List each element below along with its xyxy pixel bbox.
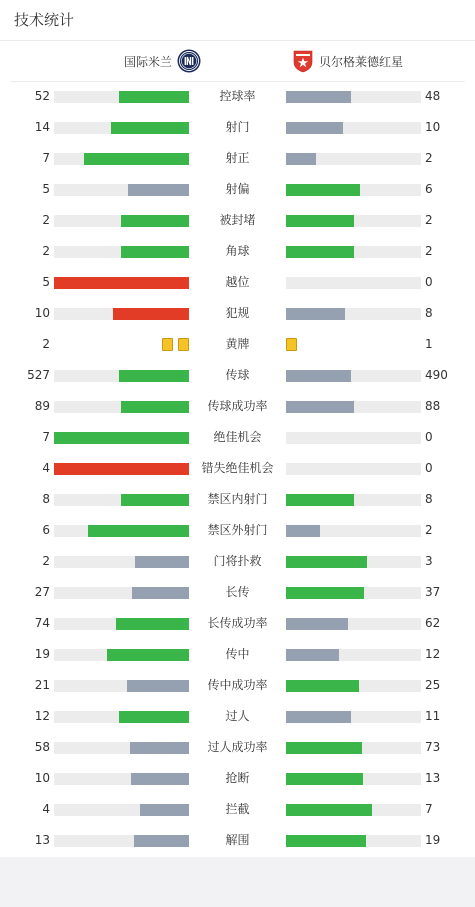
home-stat-track	[54, 835, 189, 847]
home-stat-bar	[119, 91, 189, 103]
home-stat-bar	[140, 804, 189, 816]
home-stat-value: 19	[34, 647, 50, 661]
away-stat-track	[286, 432, 421, 444]
yellow-card-icon	[286, 338, 297, 351]
stat-row	[0, 236, 475, 267]
away-stat-value: 48	[425, 89, 441, 103]
home-stat-track	[54, 432, 189, 444]
away-yellow-cards	[286, 338, 297, 351]
home-stat-value: 21	[34, 678, 50, 692]
stat-row	[0, 112, 475, 143]
away-stat-track	[286, 184, 421, 196]
away-team[interactable]	[293, 49, 403, 73]
home-stat-bar	[113, 308, 189, 320]
page-title: 技术统计	[14, 11, 75, 29]
home-stat-value: 6	[42, 523, 50, 537]
stat-row	[0, 143, 475, 174]
home-yellow-cards	[162, 338, 189, 351]
away-stat-value: 19	[425, 833, 441, 847]
away-stat-value: 88	[425, 399, 441, 413]
home-stat-value: 4	[42, 461, 50, 475]
home-stat-track	[54, 401, 189, 413]
home-stat-track	[54, 680, 189, 692]
home-stat-track	[54, 277, 189, 289]
stat-row	[0, 515, 475, 546]
home-stat-bar	[119, 370, 189, 382]
home-stat-bar	[107, 649, 189, 661]
stat-row	[0, 81, 475, 112]
away-stat-bar	[286, 773, 363, 785]
home-team-name: 国际米兰	[123, 54, 172, 69]
home-stat-track	[54, 556, 189, 568]
stat-row	[0, 825, 475, 856]
inter-milan-crest-icon	[177, 49, 201, 73]
stat-row	[0, 763, 475, 794]
home-stat-value: 10	[34, 306, 50, 320]
stat-row	[0, 484, 475, 515]
stat-label: 传球	[225, 368, 250, 382]
away-stat-bar	[286, 184, 360, 196]
stat-label: 长传成功率	[207, 616, 268, 630]
stat-label: 门将扑救	[213, 554, 262, 568]
home-stat-track	[54, 153, 189, 165]
away-stat-bar	[286, 525, 320, 537]
stat-label: 抢断	[225, 771, 250, 785]
home-stat-value: 74	[34, 616, 50, 630]
away-stat-track	[286, 680, 421, 692]
away-stat-track	[286, 649, 421, 661]
stat-label: 射正	[225, 151, 250, 165]
home-stat-track	[54, 804, 189, 816]
away-stat-track	[286, 277, 421, 289]
home-stat-track	[54, 91, 189, 103]
home-stat-value: 27	[34, 585, 50, 599]
home-stat-value: 7	[42, 151, 50, 165]
away-stat-track	[286, 91, 421, 103]
away-stat-track	[286, 246, 421, 258]
home-stat-track	[54, 618, 189, 630]
stat-label: 禁区内射门	[207, 492, 268, 506]
home-stat-track	[54, 773, 189, 785]
stat-row	[0, 453, 475, 484]
home-stat-bar	[121, 401, 189, 413]
away-stat-track	[286, 463, 421, 475]
stat-label: 拦截	[225, 802, 250, 816]
away-stat-track	[286, 804, 421, 816]
away-stat-bar	[286, 308, 345, 320]
home-stat-bar	[131, 773, 189, 785]
home-stat-value: 5	[42, 275, 50, 289]
stat-row	[0, 174, 475, 205]
home-stat-track	[54, 246, 189, 258]
home-stat-bar	[128, 184, 189, 196]
away-stat-track	[286, 742, 421, 754]
stat-label: 传中成功率	[207, 678, 268, 692]
home-stat-track	[54, 649, 189, 661]
stat-row	[0, 701, 475, 732]
home-stat-value: 13	[34, 833, 50, 847]
stat-label: 长传	[225, 585, 250, 599]
stat-row	[0, 577, 475, 608]
away-stat-track	[286, 401, 421, 413]
home-stat-track	[54, 587, 189, 599]
away-stat-value: 0	[425, 461, 433, 475]
home-stat-bar	[54, 432, 189, 444]
stat-row	[0, 360, 475, 391]
home-stat-bar	[84, 153, 189, 165]
away-stat-track	[286, 835, 421, 847]
home-stat-track	[54, 215, 189, 227]
home-stat-bar	[121, 215, 189, 227]
yellow-card-icon	[178, 338, 189, 351]
teams-header	[10, 41, 465, 82]
away-stat-bar	[286, 680, 359, 692]
away-stat-track	[286, 215, 421, 227]
away-stat-value: 0	[425, 430, 433, 444]
red-star-belgrade-crest-icon	[293, 49, 313, 73]
stat-row	[0, 546, 475, 577]
home-stat-value: 2	[42, 337, 50, 351]
home-stat-track	[54, 711, 189, 723]
away-stat-bar	[286, 215, 354, 227]
home-stat-value: 2	[42, 554, 50, 568]
home-stat-bar	[54, 277, 189, 289]
away-stat-value: 10	[425, 120, 441, 134]
stat-row	[0, 608, 475, 639]
away-stat-track	[286, 308, 421, 320]
home-stat-track	[54, 494, 189, 506]
away-stat-value: 62	[425, 616, 441, 630]
home-stat-bar	[135, 556, 189, 568]
home-stat-value: 8	[42, 492, 50, 506]
stat-row	[0, 670, 475, 701]
home-stat-track	[54, 184, 189, 196]
away-stat-bar	[286, 835, 366, 847]
home-stat-track	[54, 742, 189, 754]
away-stat-track	[286, 525, 421, 537]
away-stat-value: 0	[425, 275, 433, 289]
away-stat-bar	[286, 556, 367, 568]
away-stat-bar	[286, 122, 343, 134]
home-stat-value: 10	[34, 771, 50, 785]
home-stat-bar	[116, 618, 189, 630]
home-stat-track	[54, 370, 189, 382]
stat-row	[0, 329, 475, 360]
stat-row	[0, 267, 475, 298]
home-stat-bar	[130, 742, 189, 754]
home-team[interactable]	[124, 49, 201, 73]
home-stat-bar	[127, 680, 189, 692]
away-stat-value: 7	[425, 802, 433, 816]
away-stat-track	[286, 494, 421, 506]
stat-label: 过人成功率	[207, 740, 268, 754]
away-stat-bar	[286, 246, 354, 258]
home-stat-value: 58	[34, 740, 50, 754]
away-stat-bar	[286, 587, 364, 599]
stat-row	[0, 422, 475, 453]
stat-label: 绝佳机会	[213, 430, 262, 444]
stat-label: 传球成功率	[207, 399, 268, 413]
away-stat-value: 3	[425, 554, 433, 568]
away-stat-value: 12	[425, 647, 441, 661]
away-stat-bar	[286, 711, 351, 723]
home-stat-track	[54, 122, 189, 134]
home-stat-value: 12	[34, 709, 50, 723]
home-stat-bar	[111, 122, 189, 134]
home-stat-track	[54, 308, 189, 320]
away-stat-value: 11	[425, 709, 441, 723]
away-stat-track	[286, 370, 421, 382]
away-stat-track	[286, 556, 421, 568]
stat-label: 角球	[225, 244, 250, 258]
home-stat-value: 14	[34, 120, 50, 134]
home-stat-bar	[132, 587, 189, 599]
away-stat-bar	[286, 91, 351, 103]
away-stat-value: 2	[425, 523, 433, 537]
away-stat-bar	[286, 804, 372, 816]
away-stat-value: 6	[425, 182, 433, 196]
away-stat-value: 25	[425, 678, 441, 692]
away-stat-track	[286, 711, 421, 723]
stat-label: 射偏	[225, 182, 250, 196]
stat-row	[0, 205, 475, 236]
home-stat-value: 2	[42, 244, 50, 258]
away-stat-value: 490	[425, 368, 448, 382]
away-stat-track	[286, 773, 421, 785]
home-stat-value: 52	[34, 89, 50, 103]
stat-row	[0, 298, 475, 329]
away-stat-bar	[286, 401, 354, 413]
home-stat-bar	[88, 525, 189, 537]
stat-label: 传中	[225, 647, 250, 661]
stat-label: 被封堵	[219, 213, 256, 227]
away-stat-value: 73	[425, 740, 441, 754]
stat-label: 禁区外射门	[207, 523, 268, 537]
away-stat-bar	[286, 153, 316, 165]
away-stat-bar	[286, 742, 362, 754]
stat-label: 解围	[225, 833, 250, 847]
away-stat-value: 2	[425, 213, 433, 227]
stat-label: 错失绝佳机会	[201, 461, 274, 475]
stats-list	[0, 81, 475, 856]
stat-label: 控球率	[219, 89, 256, 103]
stat-label: 射门	[225, 120, 250, 134]
away-team-name: 贝尔格莱德红星	[319, 54, 404, 69]
away-stat-track	[286, 153, 421, 165]
away-stat-bar	[286, 618, 348, 630]
stat-row	[0, 794, 475, 825]
away-stat-value: 2	[425, 151, 433, 165]
home-stat-value: 4	[42, 802, 50, 816]
away-stat-track	[286, 618, 421, 630]
away-stat-value: 2	[425, 244, 433, 258]
yellow-card-icon	[162, 338, 173, 351]
away-stat-value: 1	[425, 337, 433, 351]
stat-row	[0, 732, 475, 763]
home-stat-value: 89	[34, 399, 50, 413]
stat-row	[0, 639, 475, 670]
away-stat-value: 13	[425, 771, 441, 785]
home-stat-bar	[121, 246, 189, 258]
home-stat-track	[54, 463, 189, 475]
stat-label: 越位	[225, 275, 250, 289]
home-stat-value: 527	[27, 368, 50, 382]
away-stat-bar	[286, 370, 351, 382]
stat-label: 黄牌	[225, 337, 250, 351]
home-stat-track	[54, 525, 189, 537]
away-stat-value: 37	[425, 585, 441, 599]
home-stat-bar	[54, 463, 189, 475]
home-stat-value: 2	[42, 213, 50, 227]
away-stat-bar	[286, 494, 354, 506]
home-stat-bar	[134, 835, 189, 847]
home-stat-value: 5	[42, 182, 50, 196]
home-stat-value: 7	[42, 430, 50, 444]
stat-row	[0, 391, 475, 422]
home-stat-bar	[119, 711, 189, 723]
away-stat-value: 8	[425, 306, 433, 320]
stat-label: 过人	[225, 709, 250, 723]
home-stat-bar	[121, 494, 189, 506]
stat-label: 犯规	[225, 306, 250, 320]
away-stat-track	[286, 122, 421, 134]
away-stat-bar	[286, 649, 339, 661]
away-stat-track	[286, 587, 421, 599]
away-stat-value: 8	[425, 492, 433, 506]
